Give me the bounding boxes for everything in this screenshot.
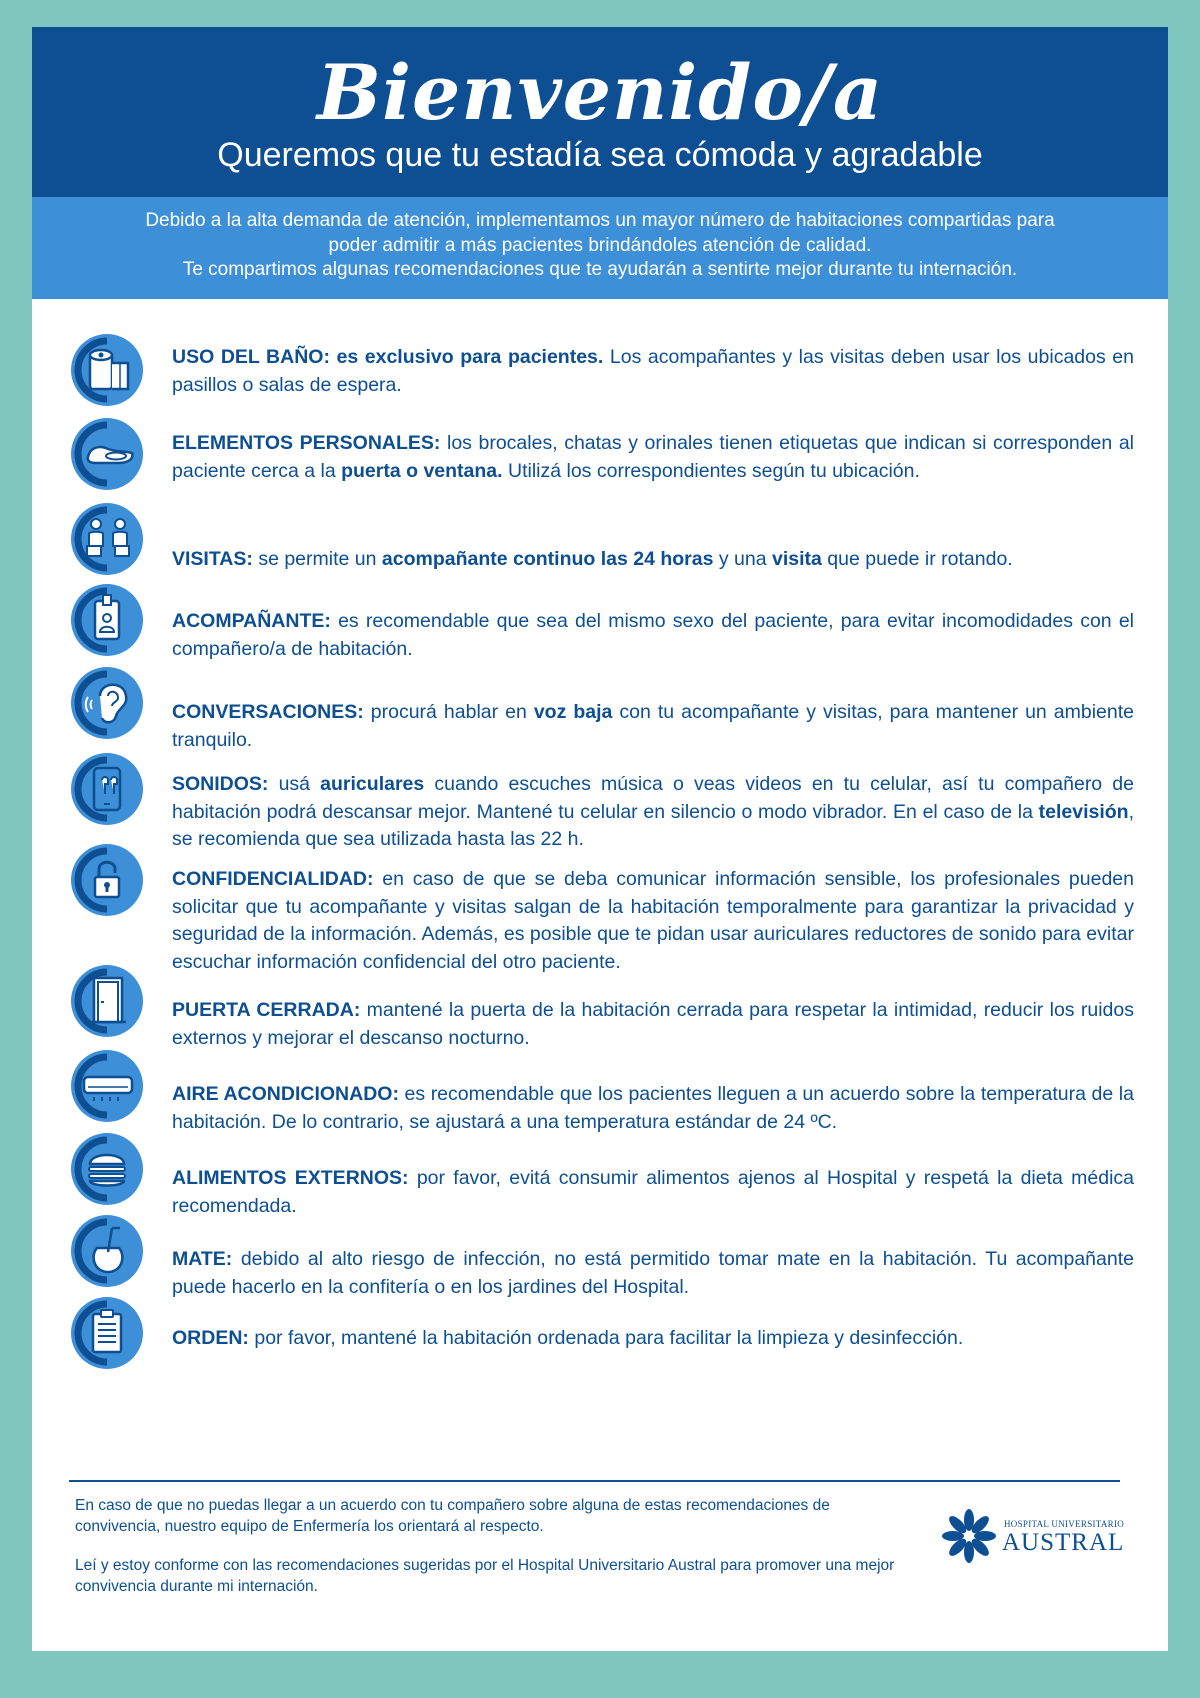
page-subtitle: Queremos que tu estadía sea cómoda y agradable bbox=[217, 136, 983, 174]
rule-text-part: es exclusivo para pacientes. bbox=[336, 346, 604, 368]
rule-text-part: con tu acompañante y visitas, para mantener un ambiente tranquilo. bbox=[172, 701, 1134, 751]
rule-text-puerta bbox=[172, 997, 1134, 1052]
footer-divider bbox=[69, 1480, 1120, 1482]
rule-text-part: es recomendable que los pacientes lleguen a un acuerdo sobre la temperatura de la habitación. De lo contrario, se ajustará a una temperatura estándar de 24 ºC. bbox=[172, 1083, 1134, 1133]
logo-title: AUSTRAL bbox=[1002, 1529, 1125, 1556]
rule-text-part: visita bbox=[772, 548, 822, 570]
poster-card bbox=[32, 27, 1168, 1651]
hospital-logo bbox=[940, 1507, 1140, 1587]
air-conditioner-icon bbox=[70, 1049, 144, 1123]
rule-text-alimentos bbox=[172, 1165, 1134, 1220]
rule-text-part: acompañante continuo las 24 horas bbox=[381, 548, 714, 570]
rule-text-part: mantené la puerta de la habitación cerrada para respetar la intimidad, reducir los ruidos externos y mejorar el descanso nocturno. bbox=[172, 999, 1134, 1049]
rule-text-part: Utilizá los correspondientes según tu ubicación. bbox=[502, 459, 920, 482]
rule-text-part: Los acompañantes y las visitas deben usar los ubicados en pasillos o salas de espera. bbox=[172, 346, 1134, 396]
phone-earbuds-icon bbox=[70, 752, 144, 826]
clipboard-icon bbox=[70, 1296, 144, 1370]
rule-text-part: cuando escuches música o veas videos en tu celular, así tu compañero de habitación podrá descansar mejor. Mantené tu celular en silencio o modo vibrador. En el caso de la bbox=[172, 773, 1134, 823]
rule-text-part: SONIDOS: bbox=[172, 773, 279, 795]
rule-text-part: y una bbox=[713, 548, 773, 570]
rule-text-part: es recomendable que sea del mismo sexo del paciente, para evitar incomodidades con el compañero/a de habitación. bbox=[172, 610, 1135, 660]
rule-text-part: se permite un bbox=[258, 548, 382, 570]
rule-text-part: , se recomienda que sea utilizada hasta las 22 h. bbox=[172, 800, 1134, 850]
rule-text-part: CONFIDENCIALIDAD: bbox=[172, 868, 383, 890]
rule-text-mate bbox=[172, 1246, 1134, 1301]
padlock-icon bbox=[70, 843, 144, 917]
rule-text-part: puerta o ventana. bbox=[341, 459, 503, 482]
intro-banner bbox=[32, 197, 1168, 299]
rule-text-part: VISITAS: bbox=[172, 548, 259, 570]
ear-icon bbox=[70, 666, 144, 740]
rule-text-part: ORDEN: bbox=[172, 1327, 255, 1349]
footer-note-1: En caso de que no puedas llegar a un acuerdo con tu compañero sobre alguna de estas recomendaciones de convivencia, nuestro equipo de Enfermería los orientará al respecto. bbox=[75, 1497, 830, 1535]
rule-text-part: ACOMPAÑANTE: bbox=[172, 610, 339, 632]
rule-text-visitas bbox=[172, 546, 1134, 574]
flower-logo-icon bbox=[940, 1507, 998, 1565]
rule-text-part: AIRE ACONDICIONADO: bbox=[172, 1083, 405, 1105]
intro-line-3: Te compartimos algunas recomendaciones que te ayudarán a sentirte mejor durante tu internación. bbox=[182, 259, 1018, 280]
rule-text-part: por favor, evitá consumir alimentos ajenos al Hospital y respetá la dieta médica recomendada. bbox=[172, 1167, 1135, 1217]
intro-line-1: Debido a la alta demanda de atención, implementamos un mayor número de habitaciones compartidas para bbox=[145, 210, 1055, 231]
rule-text-elementos bbox=[172, 430, 1134, 485]
rule-text-part: en caso de que se deba comunicar información sensible, los profesionales pueden solicitar que tu acompañante y visitas salgan de la habitación temporalmente para garantizar la privacidad y seguridad de la información. Además, es posible que te pidan usar auriculares reductores de sonido para evitar escuchar información confidencial del otro paciente. bbox=[172, 868, 1134, 973]
rule-text-acompanante bbox=[172, 608, 1134, 663]
burger-icon bbox=[70, 1132, 144, 1206]
rule-text-part: MATE: bbox=[172, 1248, 241, 1270]
rule-text-bano bbox=[172, 344, 1134, 399]
logo-subtitle: HOSPITAL UNIVERSITARIO bbox=[1004, 1519, 1125, 1529]
rule-text-part: USO DEL BAÑO: bbox=[172, 346, 337, 368]
rule-text-part: voz baja bbox=[533, 701, 613, 723]
toilet-paper-icon bbox=[70, 333, 144, 407]
intro-line-2: poder admitir a más pacientes brindándoles atención de calidad. bbox=[328, 234, 872, 256]
rule-text-confidencialidad bbox=[172, 866, 1134, 976]
rule-text-part: que puede ir rotando. bbox=[821, 548, 1013, 570]
rule-text-sonidos bbox=[172, 771, 1134, 854]
rule-text-part: auriculares bbox=[320, 773, 425, 795]
rule-text-orden bbox=[172, 1325, 1134, 1353]
page-title: Bienvenido/a bbox=[316, 48, 884, 137]
visitors-icon bbox=[70, 502, 144, 576]
rule-text-part: CONVERSACIONES: bbox=[172, 701, 371, 723]
rule-text-part: por favor, mantené la habitación ordenada para facilitar la limpieza y desinfección. bbox=[254, 1327, 964, 1349]
rule-text-aire bbox=[172, 1081, 1134, 1136]
rule-text-part: ELEMENTOS PERSONALES: bbox=[172, 432, 447, 454]
mate-icon bbox=[70, 1214, 144, 1288]
rule-text-part: ALIMENTOS EXTERNOS: bbox=[172, 1167, 417, 1189]
rule-text-part: los brocales, chatas y orinales tienen etiquetas que indican si corresponden al paciente cerca a la bbox=[172, 432, 1134, 482]
footer-note-2: Leí y estoy conforme con las recomendaciones sugeridas por el Hospital Universitario Austral para promover una mejor convivencia durante mi internación. bbox=[75, 1557, 895, 1595]
rule-text-part: televisión bbox=[1038, 800, 1129, 823]
door-icon bbox=[70, 964, 144, 1038]
rule-text-conversaciones bbox=[172, 699, 1134, 754]
badge-icon bbox=[70, 583, 144, 657]
header-banner bbox=[32, 27, 1168, 197]
rule-text-part: PUERTA CERRADA: bbox=[172, 999, 367, 1021]
bedpan-icon bbox=[70, 417, 144, 491]
rule-text-part: debido al alto riesgo de infección, no está permitido tomar mate en la habitación. Tu acompañante puede hacerlo en la confitería o en los jardines del Hospital. bbox=[172, 1248, 1134, 1298]
rule-text-part: usá bbox=[278, 773, 321, 795]
rule-text-part: procurá hablar en bbox=[370, 701, 534, 723]
